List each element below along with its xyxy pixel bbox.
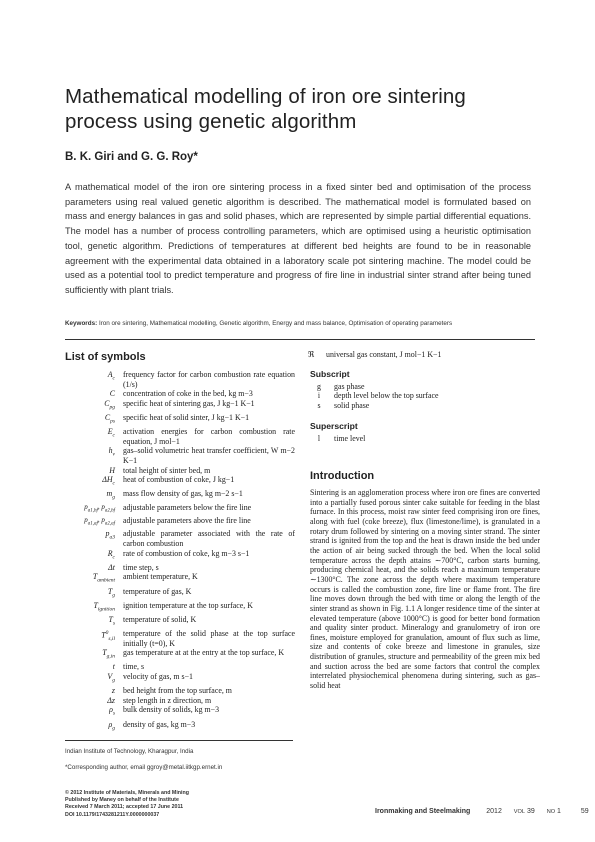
symbol: $T^0_{s,il}$ (101, 630, 115, 643)
symbol-desc: velocity of gas, m s−1 (123, 672, 193, 681)
symbol-desc: concentration of coke in the bed, kg m−3 (123, 389, 253, 399)
subscript-row-s (310, 401, 540, 411)
symbol-desc: gas phase (334, 381, 365, 391)
symbol: $C_{pg}$ (104, 398, 115, 411)
gas-constant-row (302, 350, 540, 360)
symbol: $\Delta H_c$ (102, 475, 115, 487)
symbol-desc: step length in z direction, m (123, 695, 212, 705)
symbol: $E_c$ (107, 427, 115, 439)
symbol: C (109, 389, 115, 399)
doi-line: DOI 10.1179/1743281211Y.0000000037 (65, 811, 160, 818)
subscript-heading: Subscript (310, 368, 350, 379)
symbol-desc: heat of combustion of coke, J kg−1 (123, 475, 235, 485)
symbol-desc: density of gas, kg m−3 (123, 719, 196, 729)
symbol-desc: adjustable parameters below the fire line (123, 503, 252, 513)
symbol-row-mg (65, 489, 295, 503)
symbol-desc: ambient temperature, K (123, 572, 198, 582)
symbol-row-hv (65, 446, 295, 465)
symbol-desc: mass flow density of gas, kg m−2 s−1 (123, 489, 243, 499)
symbol-desc: depth level below the top surface (334, 391, 439, 401)
symbol-desc: frequency factor for carbon combustion rate equation (1/s) (123, 370, 295, 389)
symbol-desc: bed height from the top surface, m (123, 686, 232, 696)
symbol-desc: time, s (123, 662, 145, 672)
symbol: $T_{ignition}$ (93, 600, 115, 613)
affiliation: Indian Institute of Technology, Kharagpur, India (65, 748, 194, 755)
introduction-text: Sintering is an agglomeration process where iron ore fines are converted into a partially fused porous sinter cake suitable for feeding in the blast furnace. In this process, moist raw sinter feed comprising iron ore fines, along with fuel (coke breeze), flux (limestone/lime), is granulated in a rotary drum followed by sintering on a moving sinter strand. The sinter strand is ignited from the top and the heat is drawn inside the bed under the action of air being sucked through the bed. When the local solid temperature across the depth attains ∼700°C, carbon starts burning, producing chemical heat, and the solids reach a maximum temperature ∼1300°C. The zone across the depth where maximum temperature occurs is called the combustion zone, fire line or flame front. The fire line moves down through the bed with time or along the length of the sinter strand as shown in Fig. 1.1 A longer residence time of the sinter at elevated temperature (above 1000°C) is good for better bond formation and quality sinter product. Mineralogy and granulometry of iron ore fines, moisture employed for granulation, amount of flux such as lime, size and contents of coke breeze and limestone in granules, size distribution of granules, structure and permeability of the green mix bed and suction across the bed are some factors that control the complex interrelated physiochemical phenomena during sintering, such as gas–solid heat (310, 487, 540, 691)
symbol: $T_s$ (108, 614, 115, 627)
symbol-desc: solid phase (334, 400, 370, 410)
subscript-row-g (310, 382, 540, 392)
keywords-label: Keywords: (65, 320, 98, 327)
copyright-block (65, 790, 325, 819)
footnote-divider (65, 740, 293, 741)
journal-name: Ironmaking and Steelmaking (375, 808, 471, 815)
paper-title: Mathematical modelling of iron ore sintering process using genetic algorithm (65, 85, 466, 133)
symbol-row-t0sil (65, 629, 295, 648)
symbol-desc: temperature of gas, K (123, 586, 192, 596)
symbol-row-pa3 (65, 529, 295, 548)
symbol: Δt (108, 562, 115, 572)
symbol-desc: adjustable parameter associated with the rate of carbon combustion (123, 529, 295, 548)
page-number: 59 (580, 808, 589, 815)
symbol-row-vg (65, 672, 295, 686)
abstract: A mathematical model of the iron ore sintering process in a fixed sinter bed and optimisation of the process parameters using real valued genetic algorithm is described. The mathematical model is formulated based on mass and energy balances in gas and solid phases, which are represented by simple partial differential equations. The model has a number of process controlling parameters, which are optimised using a heuristic optimisation tool, genetic algorithm. Predictions of temperatures at different bed heights are found to be in reasonable agreement with the experimental data obtained in a laboratory scale pot sintering machine. The model could be used as a potential tool to predict temperature and progress of fire line in industrial sinter strand after being tuned sufficiently with plant trials. (65, 182, 531, 295)
symbol-row-dz (65, 696, 295, 706)
symbol: l (317, 434, 321, 444)
journal-volume: 39 (526, 808, 535, 815)
symbol: s (317, 400, 321, 410)
keywords-list: Iron ore sintering, Mathematical modelling, Genetic algorithm, Energy and mass balance, Optimisation of operating parameters (98, 320, 453, 327)
symbols-heading: List of symbols (65, 351, 146, 363)
symbol-row-cpg (65, 399, 295, 413)
symbol: $h_v$ (108, 446, 115, 458)
symbol: $C_{ps}$ (104, 412, 115, 425)
symbol-row-rc (65, 549, 295, 563)
symbol: $T_{g,in}$ (102, 648, 115, 660)
symbol-desc: time level (334, 434, 366, 444)
author-list: B. K. Giri and G. G. Roy* (65, 151, 198, 163)
symbol: $\rho_s$ (109, 705, 115, 717)
journal-year: 2012 (486, 808, 502, 815)
symbol: $p_{a3}$ (105, 529, 115, 541)
symbol: $p_{a1,af}$, $p_{a2,af}$ (84, 516, 115, 527)
superscript-row-l (310, 434, 540, 444)
journal-footer (375, 808, 589, 815)
symbol-row-cps (65, 413, 295, 427)
symbol: $\rho_g$ (108, 719, 115, 732)
symbol-desc: universal gas constant, J mol−1 K−1 (326, 350, 442, 359)
subscript-row-i (310, 391, 540, 401)
symbol-desc: activation energies for carbon combustion rate equation, J mol−1 (123, 427, 295, 446)
keywords (65, 320, 535, 327)
symbol-row-pa-af (65, 516, 295, 529)
symbol: $R_c$ (107, 548, 115, 561)
symbol: $T_g$ (107, 586, 115, 599)
symbol-desc: rate of combustion of coke, kg m−3 s−1 (123, 548, 250, 558)
symbol-row-rhog (65, 720, 295, 734)
symbol: ℜ (307, 350, 315, 359)
symbol-row-c (65, 389, 295, 399)
symbol: $A_c$ (107, 370, 115, 382)
vol-label: VOL (513, 809, 525, 815)
symbol-row-pa-bf (65, 503, 295, 516)
symbol-row-tg (65, 587, 295, 601)
symbol-row-tambient (65, 572, 295, 586)
symbol-row-h (65, 466, 295, 476)
symbol: g (317, 381, 321, 391)
header-divider (65, 339, 535, 340)
symbol-desc: gas temperature at at the entry at the top surface, K (123, 648, 285, 658)
symbol-desc: gas–solid volumetric heat transfer coefficient, W m−2 K−1 (123, 446, 295, 465)
symbol: $m_g$ (106, 489, 115, 501)
symbol: $V_g$ (107, 672, 115, 684)
symbol-desc: total height of sinter bed, m (123, 465, 211, 475)
superscript-heading: Superscript (310, 421, 358, 432)
symbol-desc: temperature of the solid phase at the top surface initially (t=0), K (123, 629, 295, 648)
symbol-row-z (65, 686, 295, 696)
symbol-desc: adjustable parameters above the fire line (123, 516, 251, 526)
symbol-row-rhos (65, 705, 295, 719)
no-label: NO (546, 809, 556, 815)
symbol-desc: bulk density of solids, kg m−3 (123, 705, 220, 715)
symbol: $p_{a1,bf}$, $p_{a2,bf}$ (84, 503, 115, 514)
symbol-row-ac (65, 370, 295, 389)
symbol-desc: time step, s (123, 562, 159, 572)
symbol: H (109, 465, 115, 475)
symbol-row-dhc (65, 475, 295, 489)
journal-number: 1 (557, 808, 561, 815)
symbol-row-dt (65, 563, 295, 573)
publisher-line: Published by Maney on behalf of the Institute (65, 797, 179, 804)
right-column (307, 350, 540, 691)
copyright-line: © 2012 Institute of Materials, Minerals and Mining (65, 790, 189, 796)
symbol: i (317, 391, 321, 401)
corresponding-author: *Corresponding author, email ggroy@metal.iitkgp.ernet.in (65, 764, 223, 771)
symbol-row-t (65, 662, 295, 672)
symbol-row-tgin (65, 648, 295, 662)
received-line: Received 7 March 2011; accepted 17 June 2011 (65, 804, 184, 811)
symbol-desc: specific heat of solid sinter, J kg−1 K−1 (123, 412, 250, 422)
symbol: z (111, 686, 115, 696)
symbol-desc: specific heat of sintering gas, J kg−1 K−1 (123, 398, 255, 408)
introduction-heading: Introduction (310, 469, 375, 482)
symbol-desc: ignition temperature at the top surface, K (123, 600, 253, 610)
symbols-list (65, 370, 295, 734)
symbol: Δz (107, 695, 115, 705)
symbol: t (112, 662, 115, 672)
symbol-row-ec (65, 427, 295, 446)
footnotes (65, 744, 295, 776)
symbol-row-tignition (65, 601, 295, 615)
symbol: $T_{ambient}$ (92, 572, 115, 584)
symbol-desc: temperature of solid, K (123, 614, 197, 624)
symbol-row-ts (65, 615, 295, 629)
